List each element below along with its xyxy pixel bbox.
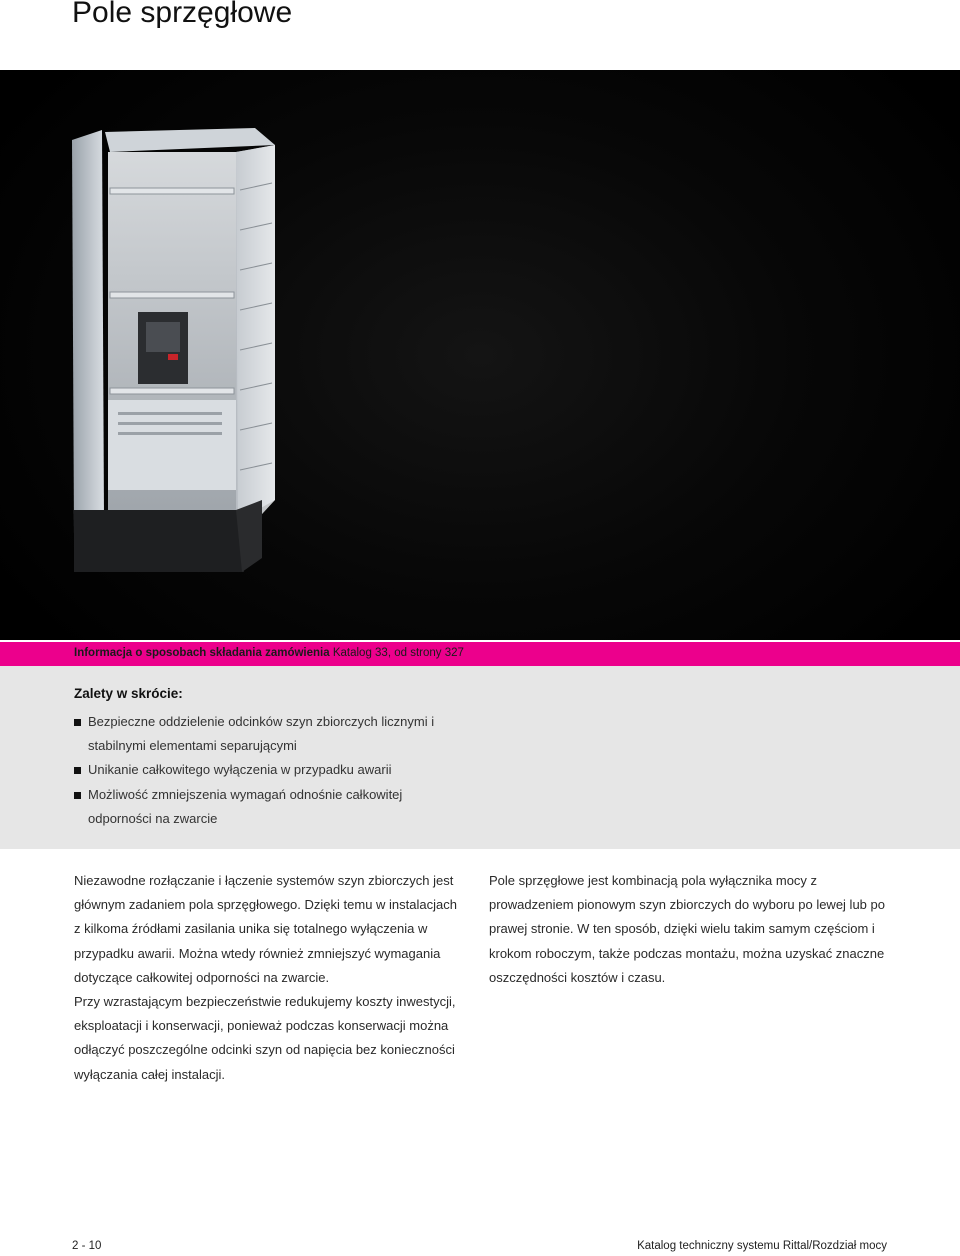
benefits-heading: Zalety w skrócie: [74,686,183,701]
body-column-left [74,869,464,1087]
benefit-item [74,783,448,831]
page-number: 2 - 10 [72,1240,102,1252]
benefit-item [74,710,448,758]
left-door [72,130,104,535]
order-info [74,647,464,659]
order-info-label: Informacja o sposobach składania zamówienia [74,647,330,659]
enclosure-illustration [0,70,960,640]
body-paragraph: Niezawodne rozłączanie i łączenie systemów szyn zbiorczych jest głównym zadaniem pola sprzęgłowego. Dzięki temu w instalacjach z kilkoma źródłami zasilania unika się totalnego wyłączenia w przypadku awarii. Można wtedy również zmniejszyć wymagania dotyczące całkowitej odporności na zwarcie. [74,873,457,985]
footer-catalog: Katalog techniczny systemu Rittal/Rozdział mocy [637,1240,887,1252]
bullet-square-icon [74,792,81,799]
right-door [236,145,275,540]
order-info-reference: Katalog 33, od strony 327 [329,647,464,659]
bullet-square-icon [74,719,81,726]
benefits-list [74,710,448,831]
benefit-text: Możliwość zmniejszenia wymagań odnośnie całkowitej odporności na zwarcie [88,786,403,826]
body-paragraph: Pole sprzęgłowe jest kombinacją pola wyłącznika mocy z prowadzeniem pionowym szyn zbiorczych do wyboru po lewej lub po prawej stronie. W ten sposób, dzięki wielu takim samym częściom i krokom roboczym, także podczas montażu, można uzyskać znaczne oszczędności kosztów i czasu. [489,873,885,985]
benefit-text: Bezpieczne oddzielenie odcinków szyn zbiorczych licznymi i stabilnymi elementami separującymi [88,714,435,754]
body-column-right [489,869,889,990]
benefit-text: Unikanie całkowitego wyłączenia w przypadku awarii [88,762,392,778]
enclosure-photo [0,70,960,640]
plinth [74,510,244,572]
benefit-item [74,758,448,782]
page-title: Pole sprzęgłowe [72,0,293,29]
bullet-square-icon [74,767,81,774]
body-paragraph: Przy wzrastającym bezpieczeństwie redukujemy koszty inwestycji, eksploatacji i konserwacji, ponieważ podczas konserwacji można odłączyć poszczególne odcinki szyn od napięcia bez konieczności wyłączania całej instalacji. [74,994,456,1082]
